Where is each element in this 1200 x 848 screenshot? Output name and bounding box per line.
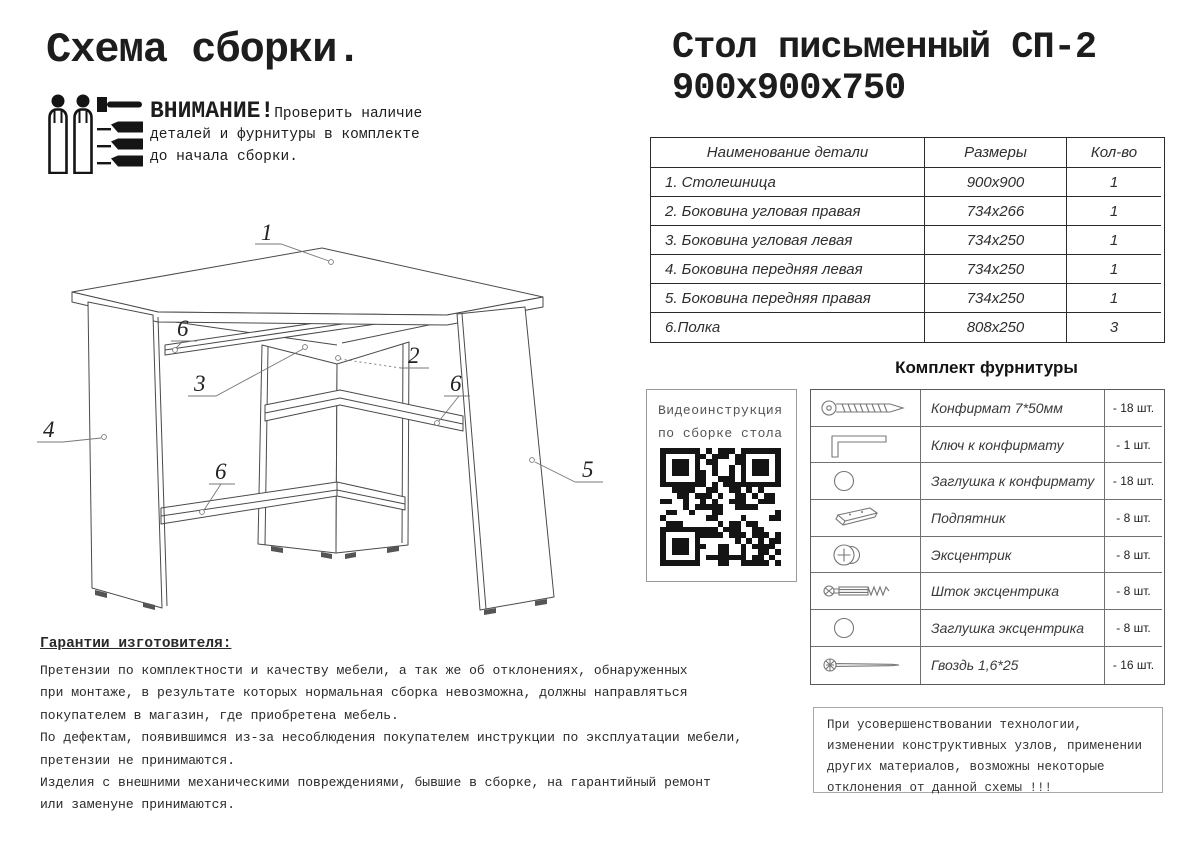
- table-cell: 3. Боковина угловая левая: [651, 226, 925, 255]
- diagram-label-6a: 6: [177, 316, 189, 341]
- confirmat-screw-icon: [811, 390, 921, 427]
- qr-code: [660, 448, 781, 566]
- parts-col-header-qty: Кол-во: [1067, 138, 1161, 168]
- table-cell: 1: [1067, 284, 1161, 313]
- hardware-qty: - 8 шт.: [1105, 537, 1162, 574]
- diagram-label-3: 3: [194, 371, 206, 396]
- hardware-name: Заглушка к конфирмату: [921, 463, 1105, 500]
- tabletop: [72, 248, 543, 315]
- hardware-name: Эксцентрик: [921, 537, 1105, 574]
- cam-bolt-icon: [811, 573, 921, 610]
- hardware-qty: - 18 шт.: [1105, 390, 1162, 427]
- hardware-qty: - 18 шт.: [1105, 463, 1162, 500]
- warranty-line: претензии не принимаются.: [40, 752, 236, 768]
- warranty-line: По дефектам, появившимся из-за несоблюдения покупателем инструкции по эксплуатации мебели,: [40, 730, 743, 746]
- warning-line-1: ВНИМАНИЕ!Проверить наличие: [150, 98, 423, 124]
- qr-caption: Видеоинструкция по сборке стола: [658, 403, 783, 441]
- diagram-label-5: 5: [582, 457, 594, 482]
- video-instruction-box: [646, 389, 797, 582]
- diagram-label-6b: 6: [450, 371, 462, 396]
- diagram-label-6c: 6: [215, 459, 227, 484]
- warranty-heading: Гарантии изготовителя:: [40, 636, 232, 652]
- warning-block: [150, 98, 470, 168]
- parts-col-header-name: Наименование детали: [651, 138, 925, 168]
- table-cell: 1: [1067, 255, 1161, 284]
- warranty-line: Изделия с внешними механическими повреждениями, бывшие в сборке, на гарантийный ремонт: [40, 775, 711, 791]
- product-title-line1: Стол письменный СП-2: [672, 27, 1097, 69]
- diagram-label-4: 4: [43, 417, 55, 442]
- diagram-label-1: 1: [261, 220, 273, 245]
- hardware-name: Шток эксцентрика: [921, 573, 1105, 610]
- hardware-qty: - 8 шт.: [1105, 500, 1162, 537]
- warranty-line: Претензии по комплектности и качеству мебели, а так же об отклонениях, обнаруженных: [40, 663, 688, 678]
- table-cell: 808х250: [925, 313, 1067, 342]
- table-cell: 734х250: [925, 255, 1067, 284]
- hardware-kit-title: Комплект фурнитуры: [895, 358, 1078, 377]
- confirmat-cap-icon: [811, 463, 921, 500]
- table-cell: 3: [1109, 319, 1119, 336]
- glider-icon: [811, 500, 921, 537]
- hardware-name: Ключ к конфирмату: [921, 427, 1105, 464]
- corner-panel-left: [258, 345, 337, 553]
- table-cell: 900х900: [925, 168, 1067, 197]
- nail-icon: [811, 647, 921, 684]
- note-line: изменении конструктивных узлов, применении: [827, 739, 1143, 753]
- table-cell: 6.Полка: [651, 313, 925, 342]
- hardware-qty: - 8 шт.: [1105, 573, 1162, 610]
- hex-key-icon: [811, 427, 921, 464]
- table-cell: 734х266: [925, 197, 1067, 226]
- hardware-qty: - 1 шт.: [1105, 427, 1162, 464]
- table-cell: 734х250: [925, 226, 1067, 255]
- hardware-name: Заглушка эксцентрика: [921, 610, 1105, 647]
- note-line: При усовершенствовании технологии,: [827, 718, 1083, 732]
- corner-panel-right: [336, 342, 409, 553]
- cam-cap-icon: [811, 610, 921, 647]
- warranty-line: или заменуне принимаются.: [40, 797, 236, 813]
- cam-lock-icon: [811, 537, 921, 574]
- parts-table: [650, 137, 1165, 343]
- table-cell: 1: [1067, 197, 1161, 226]
- screws-icon: [97, 96, 145, 174]
- right-side-panel: [457, 307, 554, 610]
- hardware-qty: - 16 шт.: [1112, 658, 1155, 673]
- warning-line-2: деталей и фурнитуры в комплекте: [150, 127, 420, 143]
- table-cell: 4. Боковина передняя левая: [651, 255, 925, 284]
- table-cell: 5. Боковина передняя правая: [651, 284, 925, 313]
- workers-icon: [48, 94, 94, 174]
- note-line: других материалов, возможны некоторые: [827, 760, 1105, 774]
- parts-col-header-size: Размеры: [925, 138, 1067, 168]
- diagram-label-2: 2: [408, 343, 420, 368]
- table-cell: 1. Столешница: [651, 168, 925, 197]
- table-cell: 1: [1067, 226, 1161, 255]
- hardware-name: Подпятник: [921, 500, 1105, 537]
- product-title: [672, 28, 1096, 110]
- warranty-line: при монтаже, в результате которых нормальная сборка невозможна, должны направляться: [40, 685, 688, 701]
- assembly-diagram: [25, 195, 635, 625]
- table-cell: 2. Боковина угловая правая: [651, 197, 925, 226]
- warranty-line: покупателем в магазин, где приобретена мебель.: [40, 707, 399, 723]
- product-title-line2: 900х900х750: [672, 68, 906, 110]
- hardware-table: [810, 389, 1165, 685]
- hardware-qty: - 8 шт.: [1105, 610, 1162, 647]
- note-line: отклонения от данной схемы !!!: [827, 781, 1053, 795]
- warranty-section: [40, 636, 770, 817]
- warning-title: ВНИМАНИЕ!: [150, 98, 275, 124]
- table-cell: 734х250: [925, 284, 1067, 313]
- deviation-note: [813, 707, 1163, 793]
- table-cell: 1: [1067, 168, 1161, 197]
- warning-line-3: до начала сборки.: [150, 149, 298, 165]
- left-side-panel: [88, 302, 162, 608]
- hardware-name: Гвоздь 1,6*25: [921, 647, 1105, 684]
- hardware-name: Конфирмат 7*50мм: [921, 390, 1105, 427]
- page-title: Схема сборки.: [46, 26, 361, 74]
